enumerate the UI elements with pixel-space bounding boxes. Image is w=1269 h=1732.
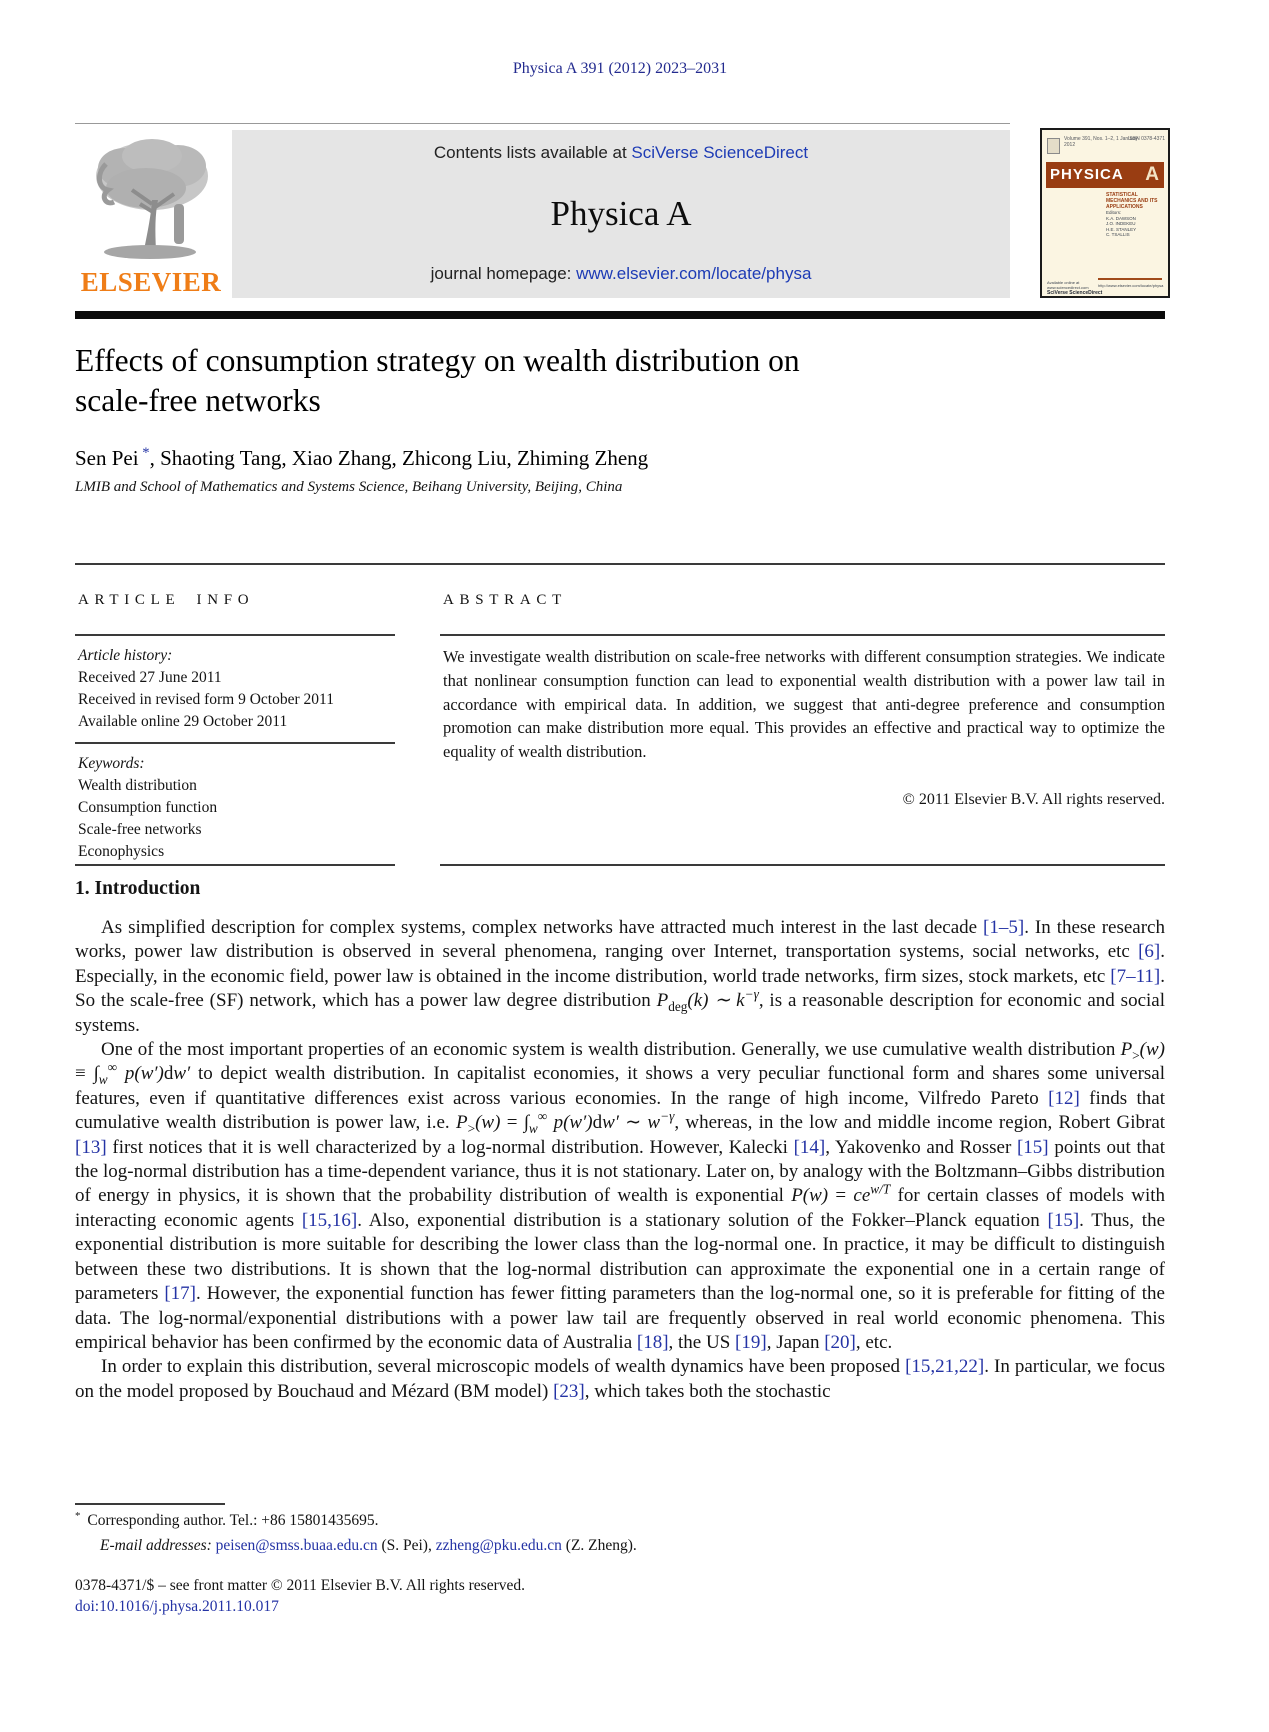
text-segment: ce [853,1185,871,1207]
journal-citation: Physica A 391 (2012) 2023–2031 [512,60,728,77]
cover-available-line: Available online at www.sciencedirect.com [1047,280,1089,290]
affiliation: LMIB and School of Mathematics and Systems Science, Beihang University, Beijing, China [75,479,623,495]
journal-name: Physica A [550,193,692,233]
text-segment: (k) ∼ k [687,990,745,1012]
paragraph [75,916,1165,1038]
cover-editor: C. TSALLIS [1106,232,1130,237]
text-segment: > [1132,1047,1140,1063]
abstract-text: We investigate wealth distribution on scale-free networks with different consumption strategies. We indicate that nonlinear consumption function can lead to exponential wealth distribution with a power law tail in accordance with empirical data. In addition, we suggest that anti-degree preference and consumption promotion can make distribution more equal. This provides an effective and practical way to optimize the equality of wealth distribution. [443,647,1165,762]
paragraph [75,1038,1165,1355]
text-segment: ≡ ∫ [75,1063,99,1085]
text-segment: (w) [1139,1039,1165,1061]
text-segment: , the US [668,1331,736,1353]
article-history [78,645,398,733]
history-item: Received in revised form 9 October 2011 [78,691,334,708]
contents-line [434,143,808,163]
divider [75,634,395,636]
text-segment: E-mail addresses: [100,1537,216,1554]
title-line: Effects of consumption strategy on wealth distribution on [75,343,800,378]
elsevier-logo[interactable] [75,130,227,298]
cover-rust-rule [1098,278,1162,280]
text-segment: w [98,1072,108,1088]
text-segment: One of the most important properties of an economic system is wealth distribution. Generally, we use cumulative wealth distribution [101,1039,1121,1061]
front-matter-line: 0378-4371/$ – see front matter © 2011 Elsevier B.V. All rights reserved. [75,1577,525,1594]
journal-homepage-link[interactable]: www.elsevier.com/locate/physa [576,264,812,283]
text-segment: ∞ [537,1108,548,1124]
text-segment: d [163,1063,174,1085]
text-segment: (w) [475,1112,501,1134]
abstract-heading: ABSTRACT [443,592,567,608]
cover-editor: K.A. DAWSON [1106,215,1136,221]
text-segment: As simplified description for complex systems, complex networks have attracted much interest in the last decade [101,917,984,938]
doi-link[interactable]: doi:10.1016/j.physa.2011.10.017 [75,1598,279,1615]
text-segment: w [647,1112,661,1134]
cover-elsevier-mark-icon [1047,138,1060,154]
text-segment: to depict wealth distribution. In capitalist economies, it shows a very peculiar functional form and shares some universal features, even if quantitative differences exist across various economies. In the range of high income, Vilfredo Pareto [75,1063,1166,1109]
keyword-item: Scale-free networks [78,821,202,838]
text-segment: = [828,1185,854,1207]
cover-volume-line: Volume 391, Nos. 1–2, 1 January 2012 [1064,136,1138,148]
citation-link[interactable]: [15] [1016,1136,1049,1158]
text-segment: . Especially, in the economic field, power law is obtained in the income distribution, world trade networks, firm sizes, stock markets, etc [75,941,1165,987]
divider [440,634,1165,636]
text-segment: In order to explain this distribution, several microscopic models of wealth dynamics have been proposed [101,1356,906,1378]
citation-link[interactable]: [1–5] [983,917,1025,938]
text-segment: d [592,1112,603,1134]
history-item: Received 27 June 2011 [78,669,222,686]
section-heading-introduction: 1. Introduction [75,878,201,899]
cover-masthead-band [1046,162,1164,188]
text-segment: w/T [870,1182,891,1198]
text-segment: . However, the exponential function has fewer fitting parameters than the log-normal one, so it is preferable for fitting of the data. The log-normal/exponential distributions with a power law tail are frequently observed in real world economic phenomena. This empirical behavior has been confirmed by the economic data of Australia [75,1283,1165,1353]
text-segment: w′ [602,1112,619,1134]
journal-cover-thumbnail[interactable] [1040,128,1170,298]
author-list [75,446,1165,471]
paragraph [75,1355,1165,1404]
text-segment: > [467,1121,476,1137]
citation-link[interactable]: [18] [636,1331,669,1353]
history-label: Article history: [78,647,173,664]
text-segment: . In these research works, power law distribution is observed in several phenomena, ranging over Internet, transportation systems, social networks, etc [75,917,1165,963]
citation-link[interactable]: [14] [793,1136,826,1158]
cover-editor: H.E. STANLEY [1106,226,1137,232]
citation-link[interactable]: [13] [75,1136,107,1158]
citation-link[interactable]: * [138,445,150,461]
elsevier-wordmark: ELSEVIER [80,267,222,297]
cover-masthead-letter: A [1145,164,1159,185]
text-segment: , which takes both the stochastic [584,1380,831,1402]
text-segment: P [455,1112,468,1134]
cover-editor: J.O. INDEKEU [1106,221,1136,226]
text-segment: w [528,1121,538,1137]
elsevier-tree-icon [76,130,226,266]
text-segment: deg [668,999,688,1015]
text-segment: (Z. Zheng). [561,1537,637,1554]
text-segment: P [1120,1039,1133,1061]
text-segment: , etc. [855,1331,893,1353]
citation-link[interactable]: [7–11] [1110,965,1161,987]
keyword-item: Consumption function [78,799,218,816]
cover-issn: ISSN 0378-4371 [1128,136,1165,142]
corresponding-text: Corresponding author. Tel.: +86 15801435695. [87,1512,379,1529]
text-segment: , Shaoting Tang, Xiao Zhang, Zhicong Liu, Zhiming Zheng [149,446,649,470]
text-segment: . Also, exponential distribution is a stationary solution of the Fokker–Planck equation [357,1209,1048,1231]
header-divider [75,123,1010,124]
footnote-rule [75,1503,225,1505]
citation-link[interactable]: [23] [553,1380,585,1402]
introduction-body [75,916,1165,1404]
abstract-copyright: © 2011 Elsevier B.V. All rights reserved. [902,791,1165,808]
citation-link[interactable]: [17] [164,1283,196,1305]
cover-editors-label: Editors: [1106,210,1122,215]
text-segment: −γ [744,986,759,1002]
divider [440,864,1165,866]
text-segment: , whereas, in the low and middle income region, Robert Gibrat [674,1112,1166,1134]
text-segment: P [656,990,669,1012]
title-line: scale-free networks [75,383,321,418]
header-black-bar [75,311,1165,319]
text-segment: (S. Pei), [377,1537,436,1554]
divider [75,742,395,744]
text-segment: p(w′) [117,1063,164,1085]
text-segment: points out that the log-normal distribution has a time-dependent variance, thus it is not stationary. Later on, by analogy with the Boltzmann–Gibbs distribution of energy in physics, it is shown that the probability distribution of wealth is exponential [75,1136,1165,1207]
text-segment: −γ [660,1108,675,1124]
text-segment: , Yakovenko and Rosser [825,1136,1017,1158]
text-segment: p(w′) [547,1112,593,1134]
citation-link[interactable]: [19] [735,1331,767,1353]
text-segment: ∞ [107,1060,118,1076]
cover-homepage-url: http://www.elsevier.com/locate/physa [1098,283,1164,288]
footnote-marker: * [75,1509,81,1522]
text-segment: . So the scale-free (SF) network, which has a power law degree distribution [75,965,1165,1012]
email-addresses-note [100,1537,1165,1555]
email-link[interactable]: peisen@smss.buaa.edu.cn [215,1537,378,1554]
text-segment: . Thus, the exponential distribution is more suitable for describing the lower class than the log-normal one. In practice, it may be difficult to distinguish between these two distributions. It is shown that the log-normal distribution can approximate the exponential one in a certain range of parameters [75,1209,1166,1305]
keywords-list [78,753,398,863]
history-item: Available online 29 October 2011 [78,713,288,730]
sciencedirect-link[interactable]: SciVerse ScienceDirect [631,143,809,162]
homepage-line [431,264,812,284]
email-link[interactable]: zzheng@pku.edu.cn [435,1537,562,1554]
divider [75,864,395,866]
citation-link[interactable]: [20] [824,1331,856,1353]
citation-link[interactable]: [6] [1138,941,1161,963]
text-segment: = ∫ [500,1112,529,1134]
cover-sciencedirect: SciVerse ScienceDirect [1047,290,1103,296]
text-segment: , is a reasonable description for economic and social systems. [75,990,1165,1036]
text-segment: , Japan [766,1331,825,1353]
cover-subtitle: STATISTICAL MECHANICS AND ITS APPLICATIONS [1106,192,1158,210]
corresponding-author-note [75,1509,1165,1530]
citation-link[interactable]: [15,16] [301,1209,358,1231]
text-segment: . In particular, we focus on the model proposed by Bouchaud and Mézard (BM model) [75,1356,1165,1402]
article-title [75,341,1165,421]
text-segment: finds that cumulative wealth distribution is power law, i.e. [75,1087,1165,1134]
text-segment: P(w) [791,1185,829,1207]
keyword-item: Econophysics [78,843,165,860]
text-segment: ∼ [618,1112,648,1134]
keywords-label: Keywords: [78,755,145,772]
text-segment: Sen Pei [75,446,139,470]
journal-banner [232,130,1010,298]
citation-link[interactable]: [15,21,22] [905,1356,985,1378]
cover-editors [1106,210,1166,237]
citation-link[interactable]: [12] [1048,1087,1080,1109]
divider [75,563,1165,565]
citation-link[interactable]: [15] [1047,1209,1080,1231]
keyword-item: Wealth distribution [78,777,197,794]
text-segment: for certain classes of models with interacting economic agents [75,1185,1166,1231]
text-segment: first notices that it is well characterized by a log-normal distribution. However, Kalecki [106,1136,794,1158]
cover-masthead: PHYSICA [1050,166,1124,183]
text-segment: w′ [173,1063,191,1085]
homepage-prefix: journal homepage: [430,264,577,283]
contents-prefix: Contents lists available at [433,143,632,162]
article-info-heading: ARTICLE INFO [78,592,255,608]
